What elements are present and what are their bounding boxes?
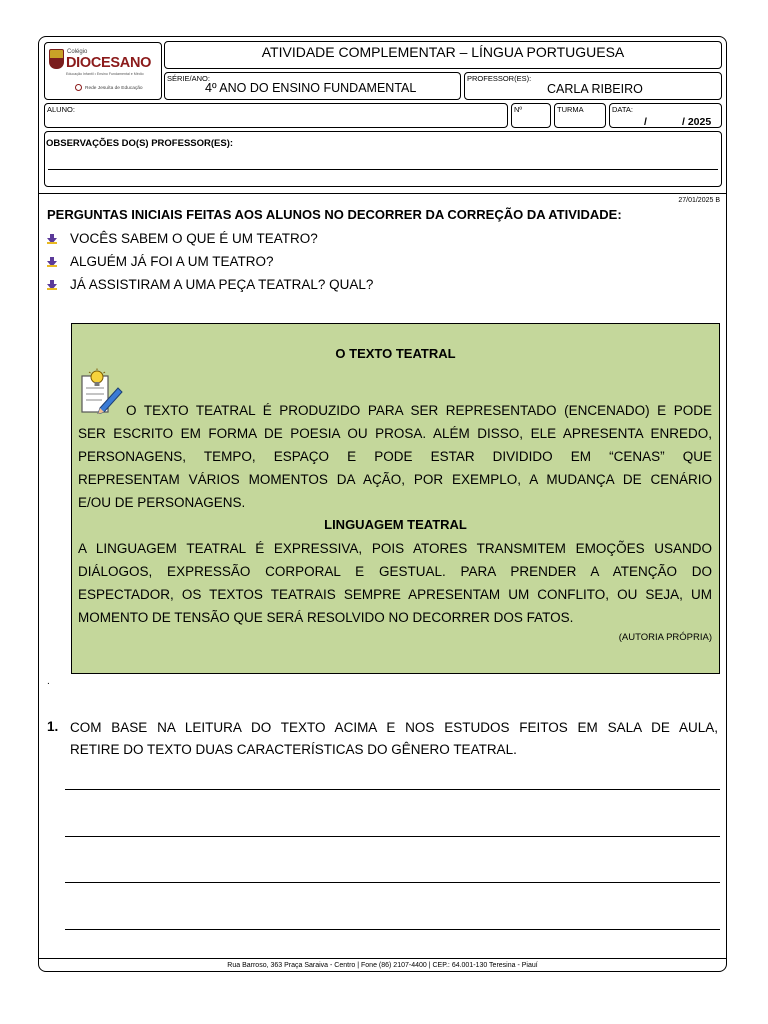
data-field[interactable] bbox=[609, 103, 722, 128]
answer-line[interactable] bbox=[65, 836, 720, 837]
turma-label: TURMA bbox=[557, 105, 584, 114]
serie-value: 4º ANO DO ENSINO FUNDAMENTAL bbox=[205, 81, 417, 95]
turma-field[interactable] bbox=[554, 103, 606, 128]
intro-question: JÁ ASSISTIRAM A UMA PEÇA TEATRAL? QUAL? bbox=[70, 277, 374, 292]
answer-line[interactable] bbox=[65, 882, 720, 883]
document-code: 27/01/2025 B bbox=[678, 197, 720, 204]
observacoes-field[interactable] bbox=[44, 131, 722, 187]
authorship-note: (AUTORIA PRÓPRIA) bbox=[618, 632, 712, 643]
intro-heading: PERGUNTAS INICIAIS FEITAS AOS ALUNOS NO DECORRER DA CORREÇÃO DA ATIVIDADE: bbox=[47, 207, 622, 222]
school-crest-icon bbox=[49, 49, 64, 69]
data-year: / 2025 bbox=[682, 116, 712, 128]
observacoes-label: OBSERVAÇÕES DO(S) PROFESSOR(ES): bbox=[46, 138, 234, 149]
intro-question: VOCÊS SABEM O QUE É UM TEATRO? bbox=[70, 231, 318, 246]
text-box-line: MOMENTO DE TENSÃO QUE SERÁ RESOLVIDO NO DECORRER DOS FATOS. bbox=[78, 610, 574, 625]
header-divider bbox=[39, 193, 726, 194]
network-seal-icon bbox=[75, 84, 82, 91]
text-box-line: ESPECTADOR, OS TEXTOS TEATRAIS SEMPRE APRESENTAM UM CONFLITO, OU SEJA, UM bbox=[78, 587, 712, 602]
answer-line[interactable] bbox=[65, 929, 720, 930]
footer-divider bbox=[39, 958, 726, 959]
numero-label: Nº bbox=[514, 105, 523, 114]
intro-question: ALGUÉM JÁ FOI A UM TEATRO? bbox=[70, 254, 274, 269]
aluno-field[interactable] bbox=[44, 103, 508, 128]
observacoes-line bbox=[48, 169, 718, 170]
professor-value: CARLA RIBEIRO bbox=[547, 82, 643, 96]
aluno-label: ALUNO: bbox=[47, 105, 75, 114]
answer-line[interactable] bbox=[65, 789, 720, 790]
text-box-line: A LINGUAGEM TEATRAL É EXPRESSIVA, POIS ATORES TRANSMITEM EMOÇÕES USANDO bbox=[78, 541, 712, 556]
question-text-line: RETIRE DO TEXTO DUAS CARACTERÍSTICAS DO GÊNERO TEATRAL. bbox=[70, 742, 517, 757]
data-slash: / bbox=[644, 116, 647, 128]
numero-field[interactable] bbox=[511, 103, 551, 128]
professor-label: PROFESSOR(ES): bbox=[467, 74, 532, 83]
data-label: DATA: bbox=[612, 105, 633, 114]
professor-field bbox=[464, 72, 722, 100]
logo-network-text: Rede Jesuíta de Educação bbox=[85, 86, 143, 91]
text-box-title: O TEXTO TEATRAL bbox=[335, 346, 456, 361]
text-box-subtitle: LINGUAGEM TEATRAL bbox=[324, 517, 467, 532]
serie-field bbox=[164, 72, 461, 100]
footer-address: Rua Barroso, 363 Praça Saraiva - Centro | Fone (86) 2107-4400 | CEP.: 64.001-130 Teresina - Piauí bbox=[227, 962, 538, 969]
question-number: 1. bbox=[47, 719, 59, 734]
arrow-down-bullet-icon bbox=[47, 257, 57, 267]
text-box-line: SER ESCRITO EM FORMA DE POESIA OU PROSA. ALÉM DISSO, ELE APRESENTA ENREDO, bbox=[78, 426, 712, 441]
serie-label: SÉRIE/ANO: bbox=[167, 74, 210, 83]
logo-small-text: Colégio bbox=[67, 49, 88, 55]
activity-title-box bbox=[164, 41, 722, 69]
activity-title: ATIVIDADE COMPLEMENTAR – LÍNGUA PORTUGUESA bbox=[261, 44, 625, 60]
arrow-down-bullet-icon bbox=[47, 280, 57, 290]
school-logo bbox=[44, 42, 162, 100]
notepad-lightbulb-pencil-icon bbox=[80, 368, 124, 414]
text-box-line: PERSONAGENS, TEMPO, ESPAÇO E PODE ESTAR DIVIDIDO EM “CENAS” QUE bbox=[78, 449, 712, 464]
stray-dot: . bbox=[47, 676, 50, 687]
question-text-line: COM BASE NA LEITURA DO TEXTO ACIMA E NOS ESTUDOS FEITOS EM SALA DE AULA, bbox=[70, 720, 718, 735]
text-box-line: E/OU DE PERSONAGENS. bbox=[78, 495, 246, 510]
text-box-line: O TEXTO TEATRAL É PRODUZIDO PARA SER REPRESENTADO (ENCENADO) E PODE bbox=[126, 403, 712, 418]
arrow-down-bullet-icon bbox=[47, 234, 57, 244]
logo-tagline: Educação Infantil • Ensino Fundamental e Médio bbox=[66, 72, 144, 76]
text-box-line: DIÁLOGOS, EXPRESSÃO CORPORAL E GESTUAL. PARA PRENDER A ATENÇÃO DO bbox=[78, 564, 712, 579]
logo-brand-text: DIOCESANO bbox=[66, 55, 152, 71]
text-box-line: REPRESENTAM VÁRIOS MOMENTOS DA AÇÃO, POR EXEMPLO, A MUDANÇA DE CENÁRIO bbox=[78, 472, 712, 487]
